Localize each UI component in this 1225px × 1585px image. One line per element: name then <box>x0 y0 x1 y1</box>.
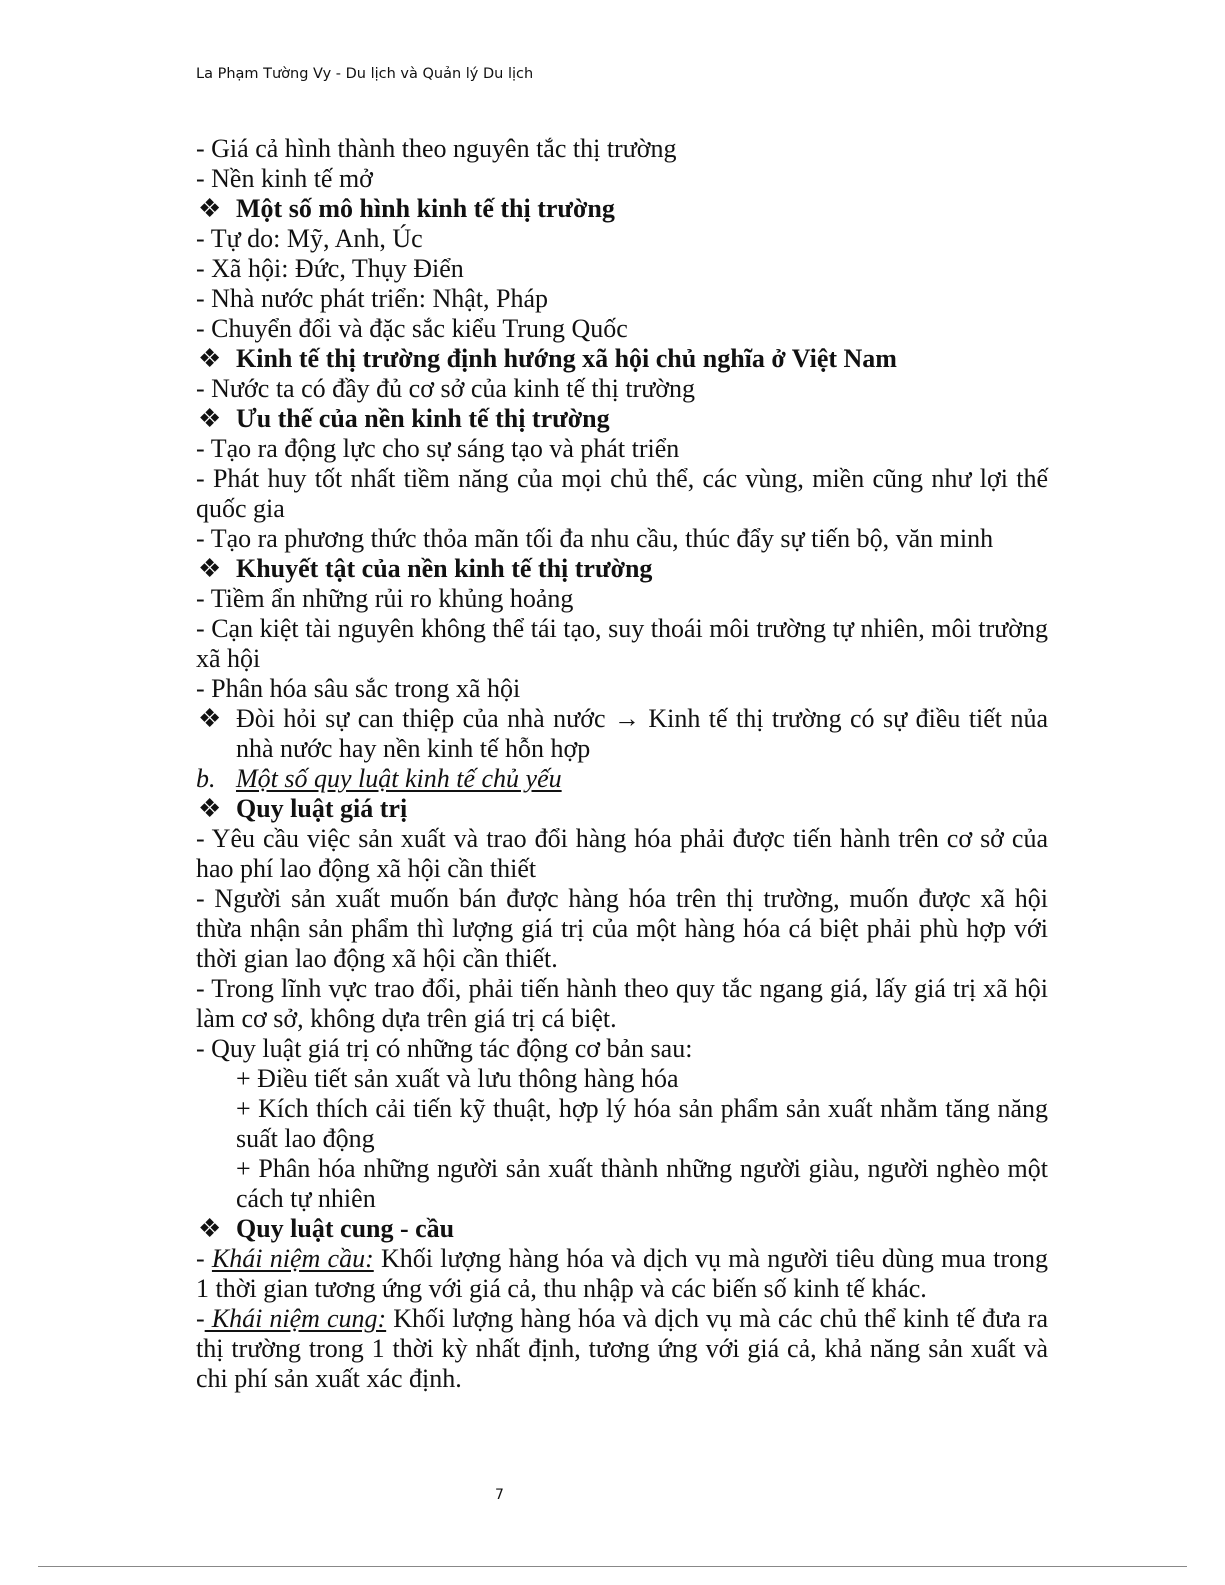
definition-prefix: - <box>196 1304 205 1333</box>
bullet-line: - Tự do: Mỹ, Anh, Úc <box>196 224 423 253</box>
definition-paragraph <box>196 1244 1048 1304</box>
paragraph-text: Đòi hỏi sự can thiệp của nhà nước → Kinh tế thị trường có sự điều tiết nủa nhà nước hay nền kinh tế hỗn hợp <box>236 704 1048 763</box>
bullet-line: - Tạo ra phương thức thỏa mãn tối đa nhu cầu, thúc đẩy sự tiến bộ, văn minh <box>196 524 994 553</box>
bullet-line: - Nền kinh tế mở <box>196 164 373 193</box>
bullet-line: - Chuyển đổi và đặc sắc kiểu Trung Quốc <box>196 314 628 343</box>
diamond-bullet-icon: ❖ <box>198 794 222 823</box>
subsection-label: b. <box>196 764 216 793</box>
definition-text: Khối lượng hàng hóa và dịch vụ mà các chủ thể kinh tế đưa ra thị trường trong 1 thời kỳ nhất định, tương ứng với giá cả, khả năng sản xuất và chi phí sản xuất xác định. <box>196 1304 1048 1393</box>
bullet-line: - Giá cả hình thành theo nguyên tắc thị trường <box>196 134 677 163</box>
definition-text: Khối lượng hàng hóa và dịch vụ mà người tiêu dùng mua trong 1 thời gian tương ứng với giá cả, thu nhập và các biến số kinh tế khác. <box>196 1244 1048 1303</box>
definition-term: Khái niệm cung: <box>204 1304 387 1333</box>
bullet-line: - Trong lĩnh vực trao đổi, phải tiến hành theo quy tắc ngang giá, lấy giá trị xã hội làm cơ sở, không dựa trên giá trị cá biệt. <box>196 974 1048 1033</box>
heading-text: Quy luật cung - cầu <box>236 1214 455 1243</box>
bullet-line: - Tạo ra động lực cho sự sáng tạo và phát triển <box>196 434 680 463</box>
bullet-line: - Phân hóa sâu sắc trong xã hội <box>196 674 521 703</box>
definition-paragraph <box>196 1304 1048 1394</box>
bullet-line: - Xã hội: Đức, Thụy Điển <box>196 254 464 283</box>
diamond-bullet-icon: ❖ <box>198 404 222 433</box>
page-bottom-rule <box>38 1566 1187 1567</box>
heading-text: Kinh tế thị trường định hướng xã hội chủ nghĩa ở Việt Nam <box>236 344 897 373</box>
section-heading <box>196 1214 1048 1244</box>
bullet-paragraph <box>196 704 1048 764</box>
bullet-line: - Quy luật giá trị có những tác động cơ bản sau: <box>196 1034 693 1063</box>
diamond-bullet-icon: ❖ <box>198 554 222 583</box>
indented-item: + Điều tiết sản xuất và lưu thông hàng hóa <box>236 1064 679 1093</box>
subsection-title-text: Một số quy luật kinh tế chủ yếu <box>236 764 562 793</box>
bullet-line: - Yêu cầu việc sản xuất và trao đổi hàng hóa phải được tiến hành trên cơ sở của hao phí lao động xã hội cần thiết <box>196 824 1048 883</box>
running-header: La Phạm Tường Vy - Du lịch và Quản lý Du lịch <box>196 66 534 82</box>
page-number: 7 <box>495 1487 504 1503</box>
bullet-line: - Tiềm ẩn những rủi ro khủng hoảng <box>196 584 574 613</box>
diamond-bullet-icon: ❖ <box>198 344 222 373</box>
section-heading <box>196 344 1048 374</box>
definition-prefix: - <box>196 1244 212 1273</box>
heading-text: Quy luật giá trị <box>236 794 408 823</box>
section-heading <box>196 404 1048 434</box>
diamond-bullet-icon: ❖ <box>198 194 222 223</box>
bullet-line: - Phát huy tốt nhất tiềm năng của mọi chủ thể, các vùng, miền cũng như lợi thế quốc gia <box>196 464 1048 523</box>
bullet-line: - Nước ta có đầy đủ cơ sở của kinh tế thị trường <box>196 374 696 403</box>
indented-item: + Phân hóa những người sản xuất thành những người giàu, người nghèo một cách tự nhiên <box>236 1154 1048 1213</box>
bullet-line: - Nhà nước phát triển: Nhật, Pháp <box>196 284 549 313</box>
diamond-bullet-icon: ❖ <box>198 1214 222 1243</box>
indented-item: + Kích thích cải tiến kỹ thuật, hợp lý hóa sản phẩm sản xuất nhằm tăng năng suất lao động <box>236 1094 1048 1153</box>
document-body <box>196 134 1048 1394</box>
heading-text: Khuyết tật của nền kinh tế thị trường <box>236 554 653 583</box>
section-heading <box>196 794 1048 824</box>
diamond-bullet-icon: ❖ <box>198 704 222 733</box>
subsection-title <box>196 764 1048 794</box>
bullet-line: - Người sản xuất muốn bán được hàng hóa trên thị trường, muốn được xã hội thừa nhận sản phẩm thì lượng giá trị của một hàng hóa cá biệt phải phù hợp với thời gian lao động xã hội cần thiết. <box>196 884 1048 973</box>
heading-text: Một số mô hình kinh tế thị trường <box>236 194 615 223</box>
bullet-line: - Cạn kiệt tài nguyên không thể tái tạo, suy thoái môi trường tự nhiên, môi trường xã hội <box>196 614 1048 673</box>
section-heading <box>196 194 1048 224</box>
definition-term: Khái niệm cầu: <box>211 1244 374 1273</box>
heading-text: Ưu thế của nền kinh tế thị trường <box>236 404 610 433</box>
section-heading <box>196 554 1048 584</box>
